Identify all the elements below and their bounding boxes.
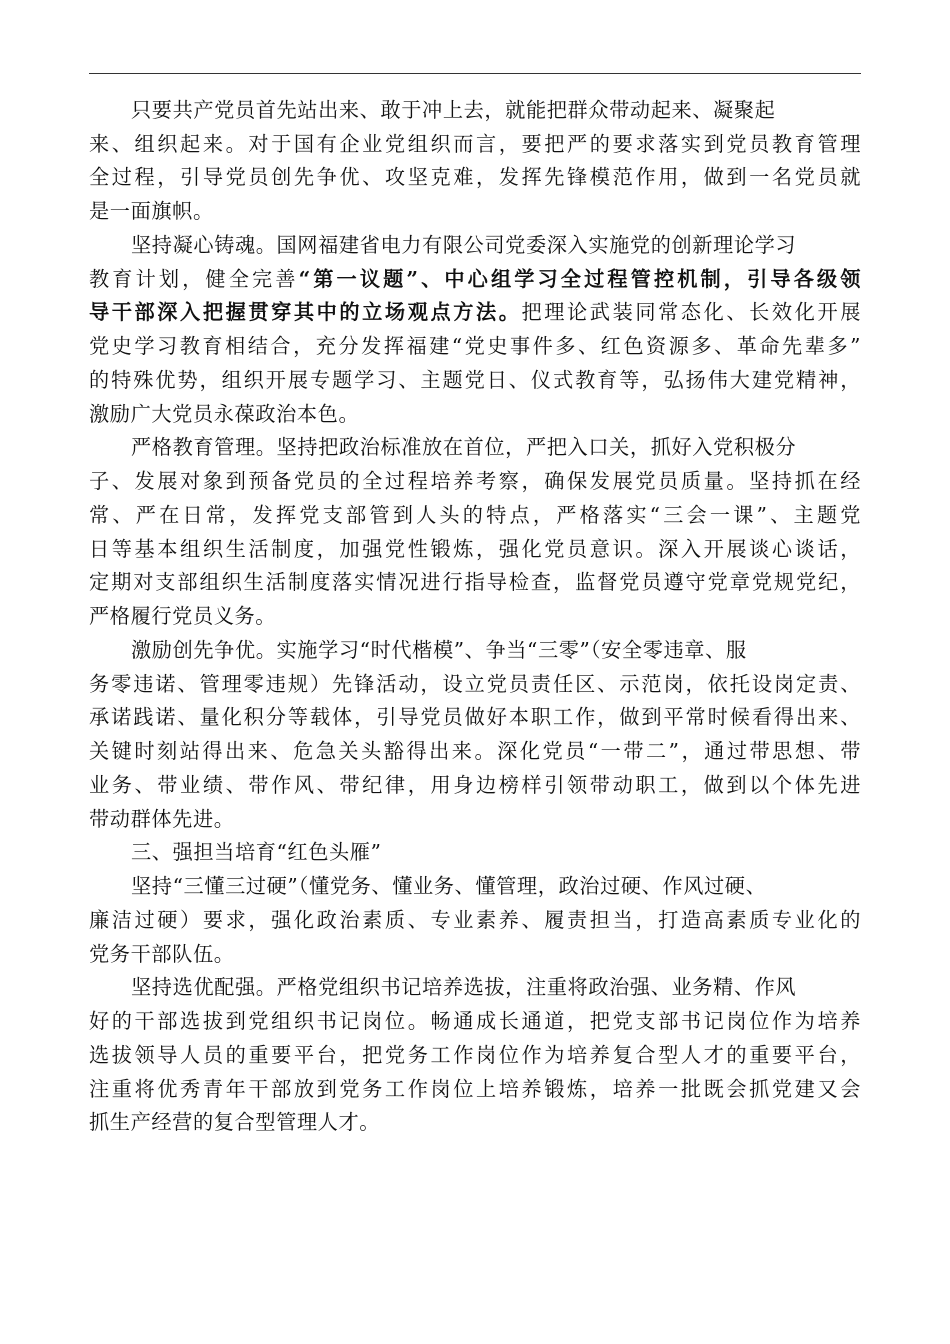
text-line: 坚持选优配强。严格党组织书记培养选拔，注重将政治强、业务精、作风 bbox=[131, 975, 797, 999]
text-line: 务零违诺、管理零违规）先锋活动，设立党员责任区、示范岗，依托设岗定责、 bbox=[89, 672, 861, 696]
text-line: 常、严在日常，发挥党支部管到人头的特点，严格落实“三会一课”、主题党 bbox=[89, 503, 861, 527]
text-line: 日等基本组织生活制度，加强党性锻炼，强化党员意识。深入开展谈心谈话， bbox=[89, 537, 861, 561]
text-run: 教育计划，健全完善 bbox=[89, 267, 299, 291]
bold-text-run: “第一议题”、中心组学习全过程管控机制，引导各级领 bbox=[298, 267, 861, 291]
text-line: 全过程，引导党员创先争优、攻坚克难，发挥先锋模范作用，做到一名党员就 bbox=[89, 165, 861, 189]
bold-text-run: 导干部深入把握贯穿其中的立场观点方法。 bbox=[89, 300, 522, 324]
text-line: 只要共产党员首先站出来、敢于冲上去，就能把群众带动起来、凝聚起 bbox=[131, 98, 776, 122]
text-line: 关键时刻站得出来、危急关头豁得出来。深化党员“一带二”，通过带思想、带 bbox=[89, 739, 861, 763]
text-line: 是一面旗帜。 bbox=[89, 199, 214, 223]
text-line: 承诺践诺、量化积分等载体，引导党员做好本职工作，做到平常时候看得出来、 bbox=[89, 705, 861, 729]
text-line: 激励创先争优。实施学习“时代楷模”、争当“三零”（安全零违章、服 bbox=[131, 638, 747, 662]
text-line: 注重将优秀青年干部放到党务工作岗位上培养锻炼，培养一批既会抓党建又会 bbox=[89, 1077, 861, 1101]
text-run: 把理论武装同常态化、长效化开展 bbox=[521, 300, 861, 324]
text-line: 子、发展对象到预备党员的全过程培养考察，确保发展党员质量。坚持抓在经 bbox=[89, 469, 861, 493]
text-line: 坚持凝心铸魂。国网福建省电力有限公司党委深入实施党的创新理论学习 bbox=[131, 233, 797, 257]
text-line: 来、组织起来。对于国有企业党组织而言，要把严的要求落实到党员教育管理 bbox=[89, 132, 861, 156]
section-heading: 三、强担当培育“红色头雁” bbox=[131, 840, 382, 864]
header-rule bbox=[89, 73, 861, 74]
text-line: 抓生产经营的复合型管理人才。 bbox=[89, 1110, 381, 1134]
text-line bbox=[89, 299, 861, 325]
text-line: 选拔领导人员的重要平台，把党务工作岗位作为培养复合型人才的重要平台， bbox=[89, 1043, 861, 1067]
text-line: 严格教育管理。坚持把政治标准放在首位，严把入口关，抓好入党积极分 bbox=[131, 435, 797, 459]
text-line: 带动群体先进。 bbox=[89, 807, 235, 831]
text-line: 党史学习教育相结合，充分发挥福建“党史事件多、红色资源多、革命先辈多” bbox=[89, 334, 861, 358]
text-line bbox=[89, 266, 861, 292]
text-line: 廉洁过硬）要求，强化政治素质、专业素养、履责担当，打造高素质专业化的 bbox=[89, 908, 861, 932]
text-line: 业务、带业绩、带作风、带纪律，用身边榜样引领带动职工，做到以个体先进 bbox=[89, 773, 861, 797]
text-line: 党务干部队伍。 bbox=[89, 942, 235, 966]
text-line: 坚持“三懂三过硬”（懂党务、懂业务、懂管理，政治过硬、作风过硬、 bbox=[131, 874, 767, 898]
text-line: 激励广大党员永葆政治本色。 bbox=[89, 402, 360, 426]
text-line: 严格履行党员义务。 bbox=[89, 604, 277, 628]
text-line: 定期对支部组织生活制度落实情况进行指导检查，监督党员遵守党章党规党纪， bbox=[89, 570, 861, 594]
text-line: 的特殊优势，组织开展专题学习、主题党日、仪式教育等，弘扬伟大建党精神， bbox=[89, 368, 861, 392]
text-line: 好的干部选拔到党组织书记岗位。畅通成长通道，把党支部书记岗位作为培养 bbox=[89, 1009, 861, 1033]
